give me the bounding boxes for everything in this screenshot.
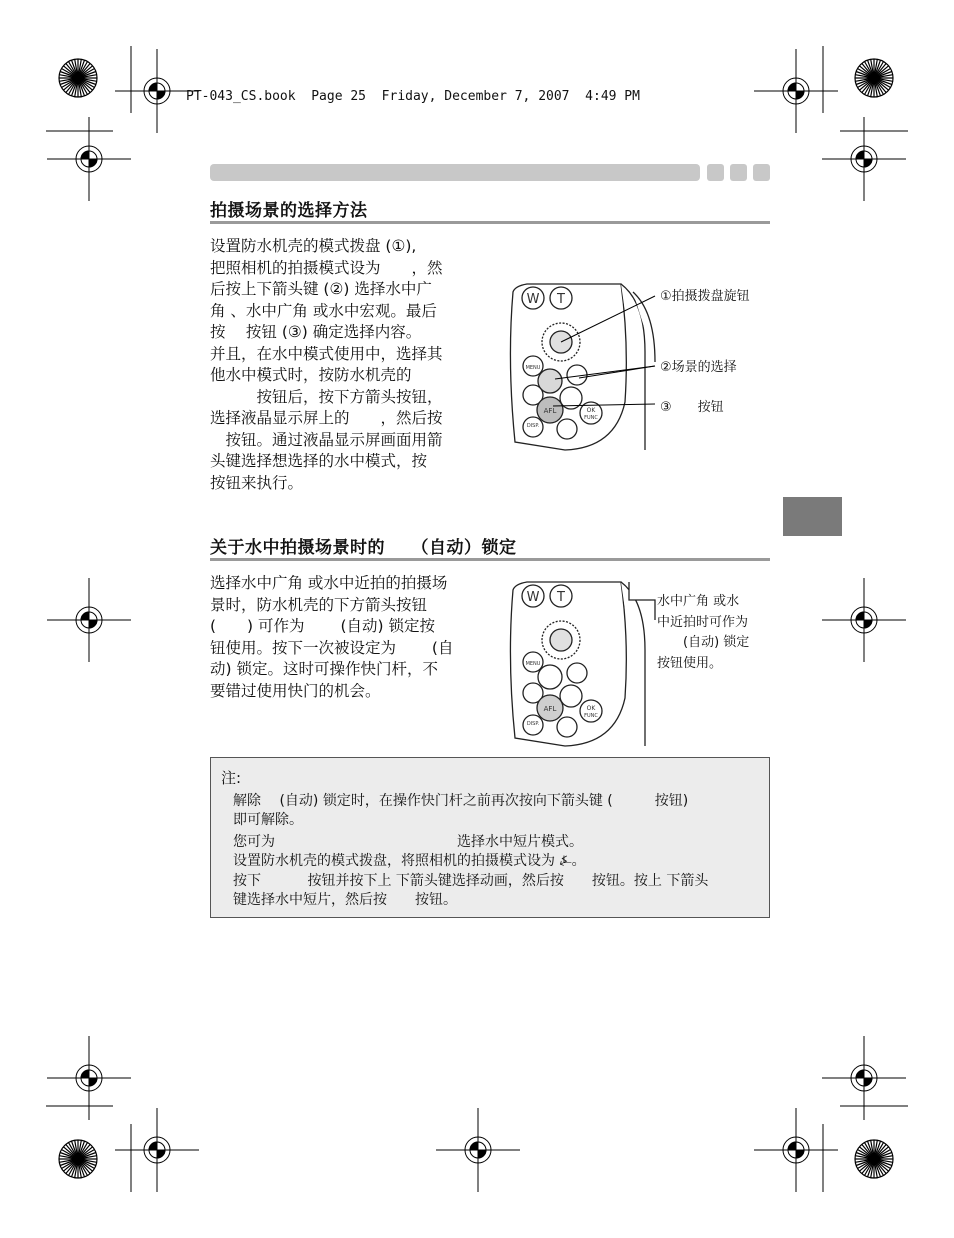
note-line: 设置防水机壳的模式拨盘，将照相机的拍摄模式设为 ⍼。: [233, 853, 586, 869]
note-line: 您可为 选择水中短片模式。: [233, 834, 583, 850]
registration-starburst: [855, 59, 893, 97]
w-label: W: [526, 590, 540, 605]
registration-target: [436, 1108, 520, 1192]
registration-starburst: [855, 1140, 893, 1178]
ok-label: OK: [586, 705, 596, 712]
note-title: 注:: [221, 769, 242, 787]
registration-starburst: [59, 1140, 97, 1178]
w-label: W: [526, 292, 540, 307]
camera-back-illustration: [505, 282, 655, 452]
note-line: 按下 按钮并按下上 下箭头键选择动画，然后按 按钮。按上 下箭头: [233, 873, 709, 889]
menu-label: MENU: [525, 661, 541, 667]
chapter-tab: [783, 497, 842, 536]
registration-target: [822, 117, 906, 201]
camera-back-illustration-2: [505, 580, 655, 748]
registration-target: [754, 1108, 838, 1192]
callout-dial: ①拍摄拨盘旋钮: [660, 289, 750, 304]
registration-target: [822, 1036, 906, 1120]
menu-label: MENU: [525, 365, 541, 371]
registration-target: [115, 1108, 199, 1192]
note-line: 即可解除。: [233, 812, 303, 828]
t-label: T: [557, 292, 565, 307]
afl-label: AFL: [543, 407, 557, 415]
afl-label: AFL: [543, 705, 557, 713]
callout-ok-button: ③ 按钮: [660, 400, 724, 415]
section1-paragraph: 设置防水机壳的模式拨盘 (①), 把照相机的拍摄模式设为 ，然 后按上下箭头键 (②) 选择水中广 角 、水中广角 或水中宏观。最后 按 按钮 (③) 确定选择内容。 并且，在水中模式使用中，选择其 他水中模式时，按防水机壳的 按钮后，按下方箭头按钮， 选择液晶显示屏上的 ，然后按 按钮。通过液晶显示屏画面用箭 头键选择想选择的水中模式，按 按钮来执行。: [210, 237, 443, 492]
registration-target: [822, 578, 906, 662]
section2-rule: [210, 558, 770, 561]
section1-rule: [210, 221, 770, 224]
book-header: PT-043_CS.book Page 25 Friday, December 7, 2007 4:49 PM: [186, 89, 640, 104]
func-label: FUNC: [584, 713, 598, 719]
section1-title: 拍摄场景的选择方法: [210, 201, 368, 221]
registration-starburst: [59, 59, 97, 97]
registration-target: [47, 578, 131, 662]
disp-label: DISP.: [526, 423, 540, 429]
section-bar: [210, 164, 700, 181]
registration-target: [47, 1036, 131, 1120]
note-line: 键选择水中短片，然后按 按钮。: [233, 892, 457, 908]
callout-scene: ②场景的选择: [660, 360, 737, 375]
section2-paragraph: 选择水中广角 或水中近拍的拍摄场 景时，防水机壳的下方箭头按钮 ( ) 可作为 (自动) 锁定按 钮使用。按下一次被设定为 (自 动) 锁定。这时可操作快门杆，不 要错过使用快门的机会。: [210, 574, 454, 700]
note-box: [210, 757, 770, 918]
t-label: T: [557, 590, 565, 605]
registration-target: [47, 117, 131, 201]
func-label: FUNC: [584, 415, 598, 421]
section-square: [707, 164, 724, 181]
disp-label: DISP.: [526, 721, 540, 727]
section-square: [730, 164, 747, 181]
section-square: [753, 164, 770, 181]
registration-target: [754, 49, 838, 133]
section2-caption: 水中广角 或水 中近拍时可作为 (自动) 锁定 按钮使用。: [657, 594, 750, 671]
ok-label: OK: [586, 407, 596, 414]
note-line: 解除 (自动) 锁定时，在操作快门杆之前再次按向下箭头键 ( 按钮): [233, 793, 689, 809]
section2-title: 关于水中拍摄场景时的 （自动）锁定: [210, 538, 517, 558]
